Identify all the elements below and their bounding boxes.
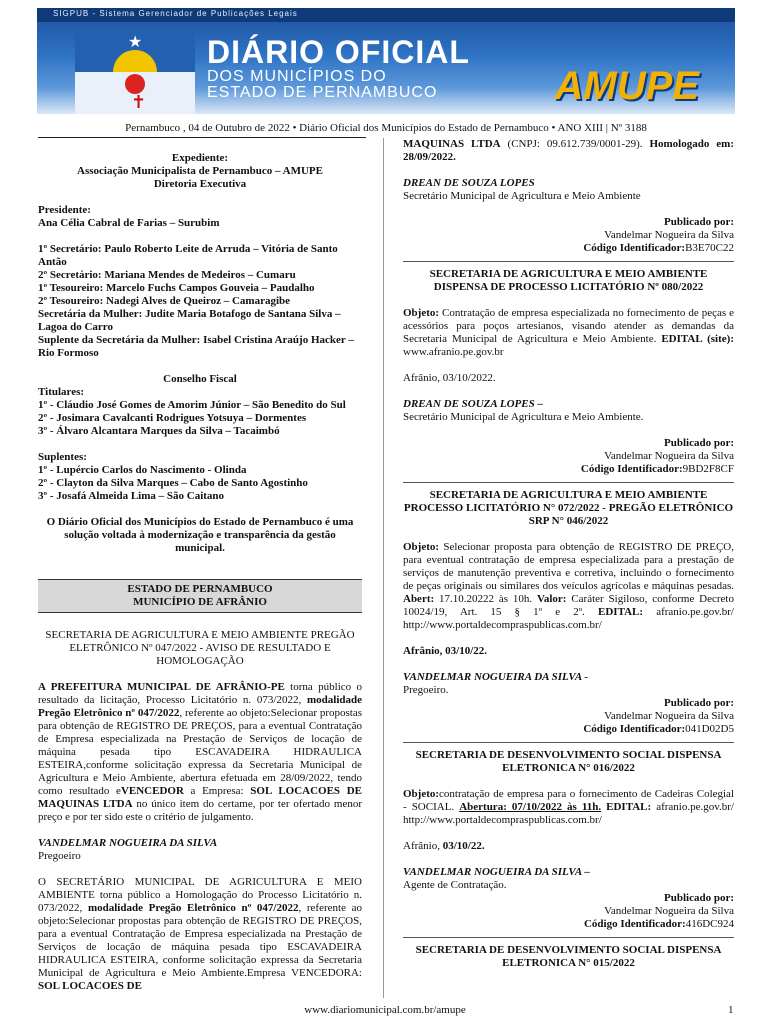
homologation-paragraph: O SECRETÁRIO MUNICIPAL DE AGRICULTURA E MEIO AMBIENTE torna público a Homologação do Processo Licitatório n. 073/2022, modalidade Pregão Eletrônico nº 047/2022, referente ao objeto:Selecionar propostas para obtenção de REGISTRO DE PREÇOS, para a eventual Contratação de Empresa especializada na Prestação de Serviços de locação de máquina pesada tipo ESCAVADEIRA HIDRAULICA ESTEIRA, conforme solicitação expressa da Secretaria Municipal de Agricultura e Meio Ambiente.Empresa VENCEDORA: SOL LOCACOES DE bbox=[38, 876, 362, 992]
suplentes-label: Suplentes: bbox=[38, 451, 87, 463]
masthead-banner bbox=[37, 8, 735, 114]
officer-6: Suplente da Secretária da Mulher: Isabel Cristina Araújo Hacker – Rio Formoso bbox=[38, 334, 354, 359]
signatory-1-name: DREAN DE SOUZA LOPES bbox=[403, 177, 535, 189]
published-by-label: Publicado por: bbox=[664, 216, 734, 228]
president-label: Presidente: bbox=[38, 204, 91, 216]
officer-5: Secretária da Mulher: Judite Maria Botafogo de Santana Silva – Lagoa do Carro bbox=[38, 308, 341, 333]
continuation-paragraph: MAQUINAS LTDA (CNPJ: 09.612.739/0001-29). Homologado em: 28/09/2022. bbox=[403, 138, 734, 163]
municipality-name: MUNICÍPIO DE AFRÂNIO bbox=[133, 596, 267, 608]
separator-3 bbox=[403, 742, 734, 743]
masthead-title: DIÁRIO OFICIAL bbox=[207, 34, 470, 70]
signatory-1-role: Secretário Municipal de Agricultura e Meio Ambiente bbox=[403, 190, 641, 202]
left-column bbox=[38, 152, 362, 1006]
header-rule-left bbox=[38, 137, 366, 138]
titular-1: 1º - Cláudio José Gomes de Amorim Júnior – São Benedito do Sul bbox=[38, 399, 346, 411]
expediente-title: Expediente: bbox=[171, 152, 229, 164]
signatory-2-role: Secretário Municipal de Agricultura e Meio Ambiente. bbox=[403, 411, 644, 423]
signatory-name: VANDELMAR NOGUEIRA DA SILVA bbox=[38, 837, 218, 849]
suplente-3: 3º - Josafá Almeida Lima – São Caitano bbox=[38, 490, 225, 502]
identifier-code-4: Código Identificador:416DC924 bbox=[583, 918, 734, 930]
date-2: Afrânio, 03/10/2022. bbox=[403, 372, 496, 384]
footer-url[interactable]: www.diariomunicipal.com.br/amupe bbox=[304, 1004, 466, 1016]
published-by-name-4: Vandelmar Nogueira da Silva bbox=[604, 905, 734, 917]
object-paragraph-2: Objeto: Contratação de empresa especializada no fornecimento de peças e acessórios para poços artesianos, visando atender as demandas da Secretaria Municipal de Agricultura e Meio Ambiente. EDITAL (site): www.afranio.pe.gov.br bbox=[403, 307, 734, 358]
identifier-code-3: Código Identificador:041D02D5 bbox=[583, 723, 734, 735]
amupe-logo: AMUPE bbox=[554, 64, 699, 108]
published-by-label-4: Publicado por: bbox=[664, 892, 734, 904]
issue-header: Pernambuco , 04 de Outubro de 2022 • Diário Oficial dos Municípios do Estado de Pernambuco • ANO XIII | Nº 3188 bbox=[125, 122, 647, 134]
page-number: 1 bbox=[728, 1004, 734, 1016]
fiscal-council-title: Conselho Fiscal bbox=[163, 373, 237, 385]
date-4: Afrânio, 03/10/22. bbox=[403, 840, 485, 852]
published-by-name-3: Vandelmar Nogueira da Silva bbox=[604, 710, 734, 722]
masthead-subtitle-2: ESTADO DE PERNAMBUCO bbox=[207, 84, 438, 101]
state-box bbox=[38, 579, 362, 613]
object-paragraph-4: Objeto:contratação de empresa para o fornecimento de Cadeiras Colegial - SOCIAL. Abertura: 07/10/2022 às 11h. EDITAL: afranio.pe.gov.br/ http://www.portaldecompraspublicas.com.br/ bbox=[403, 788, 734, 826]
sigpub-bar bbox=[37, 8, 735, 22]
section-title-pregao-047: SECRETARIA DE AGRICULTURA E MEIO AMBIENTE PREGÃO ELETRÔNICO Nº 047/2022 - AVISO DE RESULTADO E HOMOLOGAÇÃO bbox=[45, 629, 355, 667]
published-by-label-2: Publicado por: bbox=[664, 437, 734, 449]
separator-4 bbox=[403, 937, 734, 938]
signatory-2-name: DREAN DE SOUZA LOPES – bbox=[403, 398, 543, 410]
signatory-3-name: VANDELMAR NOGUEIRA DA SILVA - bbox=[403, 671, 589, 683]
suplente-1: 1º - Lupércio Carlos do Nascimento - Olinda bbox=[38, 464, 247, 476]
sigpub-text: SIGPUB - Sistema Gerenciador de Publicações Legais bbox=[53, 9, 298, 18]
identifier-code-1: Código Identificador:B3E70C22 bbox=[583, 242, 734, 254]
section-title-dispensa-015: SECRETARIA DE DESENVOLVIMENTO SOCIAL DISPENSA ELETRONICA N° 015/2022 bbox=[415, 944, 722, 969]
section-title-pregao-046: SECRETARIA DE AGRICULTURA E MEIO AMBIENTE PROCESSO LICITATÓRIO N° 072/2022 - PREGÃO ELETRÔNICO SRP N° 046/2022 bbox=[403, 489, 734, 527]
column-divider bbox=[383, 138, 384, 998]
officer-1: 1º Secretário: Paulo Roberto Leite de Arruda – Vitória de Santo Antão bbox=[38, 243, 338, 268]
mission-statement: O Diário Oficial dos Municípios do Estado de Pernambuco é uma solução voltada à modernização e transparência da gestão municipal. bbox=[46, 516, 354, 554]
date-3: Afrânio, 03/10/22. bbox=[403, 645, 488, 657]
pernambuco-flag-icon: ★ ✝ bbox=[75, 30, 195, 114]
officer-3: 1º Tesoureiro: Marcelo Fuchs Campos Gouveia – Paudalho bbox=[38, 282, 315, 294]
state-name: ESTADO DE PERNAMBUCO bbox=[127, 583, 273, 595]
signatory-4-role: Agente de Contratação. bbox=[403, 879, 507, 891]
published-by-label-3: Publicado por: bbox=[664, 697, 734, 709]
signatory-role: Pregoeiro bbox=[38, 850, 81, 862]
separator-1 bbox=[403, 261, 734, 262]
expediente-org: Associação Municipalista de Pernambuco – AMUPE bbox=[77, 165, 323, 177]
identifier-code-2: Código Identificador:9BD2F8CF bbox=[580, 463, 734, 475]
president-name: Ana Célia Cabral de Farias – Surubim bbox=[38, 217, 220, 229]
titular-3: 3º - Álvaro Alcantara Marques da Silva – Tacaimbó bbox=[38, 425, 280, 437]
officer-4: 2º Tesoureiro: Nadegi Alves de Queiroz – Camaragibe bbox=[38, 295, 291, 307]
published-by-name-2: Vandelmar Nogueira da Silva bbox=[604, 450, 734, 462]
object-paragraph-3: Objeto: Selecionar proposta para obtenção de REGISTRO DE PREÇO, para eventual contratação de empresa especializada para a prestação de serviços de manutenção preventiva e corretiva, incluindo o fornecimento de peças originais ou similares dos veículos agrícolas e máquinas pesadas. Abert: 17.10.20222 às 10h. Valor: Caráter Sigiloso, conforme Decreto 10024/19, Art. 15 § 1º e 2º. EDITAL: afranio.pe.gov.br/ http://www.portaldecompraspublicas.com.br/ bbox=[403, 541, 734, 631]
signatory-3-role: Pregoeiro. bbox=[403, 684, 449, 696]
result-notice-paragraph: A PREFEITURA MUNICIPAL DE AFRÂNIO-PE torna público o resultado da licitação, Processo Licitatório n. 073/2022, modalidade Pregão Eletrônico nº 047/2022, referente ao objeto:Selecionar propostas para obtenção de REGISTRO DE PREÇOS, para a eventual Contratação de Empresa especializada na Prestação de Serviços de locação de máquina pesada tipo ESCAVADEIRA HIDRAULICA ESTEIRA,conforme solicitação expressa da Secretaria Municipal de Agricultura e Meio Ambiente, abertura efetuada em 28/09/2022, tendo como resultado eVENCEDOR a Empresa: SOL LOCACOES DE MAQUINAS LTDA no único item do certame, por ter ofertado menor preço e por ter sido este o critério de julgamento. bbox=[38, 681, 362, 823]
signatory-4-name: VANDELMAR NOGUEIRA DA SILVA – bbox=[403, 866, 590, 878]
expediente-board: Diretoria Executiva bbox=[153, 178, 247, 190]
titular-2: 2º - Josimara Cavalcanti Rodrigues Yotsuya – Dormentes bbox=[38, 412, 307, 424]
section-title-dispensa-016: SECRETARIA DE DESENVOLVIMENTO SOCIAL DISPENSA ELETRONICA N° 016/2022 bbox=[415, 749, 722, 774]
separator-2 bbox=[403, 482, 734, 483]
titulares-label: Titulares: bbox=[38, 386, 85, 398]
masthead-subtitle-1: DOS MUNICÍPIOS DO bbox=[207, 68, 387, 85]
officer-2: 2º Secretário: Mariana Mendes de Medeiros – Cumaru bbox=[38, 269, 296, 281]
right-column bbox=[403, 138, 734, 970]
published-by-name: Vandelmar Nogueira da Silva bbox=[604, 229, 734, 241]
suplente-2: 2º - Clayton da Silva Marques – Cabo de Santo Agostinho bbox=[38, 477, 308, 489]
section-title-dispensa-080: SECRETARIA DE AGRICULTURA E MEIO AMBIENTE DISPENSA DE PROCESSO LICITATÓRIO Nº 080/2022 bbox=[429, 268, 708, 293]
